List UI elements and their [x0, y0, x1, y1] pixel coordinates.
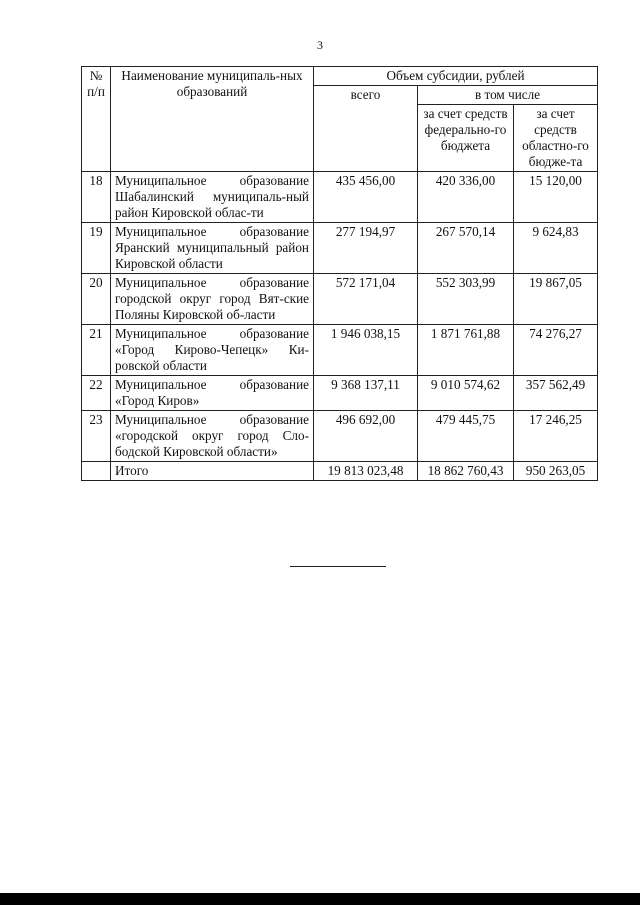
table-row — [82, 223, 598, 274]
row-total: 496 692,00 — [314, 411, 418, 462]
row-regional: 19 867,05 — [514, 274, 598, 325]
row-num: 23 — [82, 411, 111, 462]
row-num: 20 — [82, 274, 111, 325]
row-regional: 9 624,83 — [514, 223, 598, 274]
row-num: 19 — [82, 223, 111, 274]
page-number: 3 — [317, 38, 323, 52]
total-num — [82, 462, 111, 481]
total-label: Итого — [111, 462, 314, 481]
header-num: № п/п — [82, 67, 111, 172]
row-federal: 552 303,99 — [418, 274, 514, 325]
total-row — [82, 462, 598, 481]
table-row — [82, 376, 598, 411]
header-regional: за счет средств областно-го бюдже-та — [514, 105, 598, 172]
row-num: 22 — [82, 376, 111, 411]
row-federal: 267 570,14 — [418, 223, 514, 274]
row-num: 18 — [82, 172, 111, 223]
row-total: 277 194,97 — [314, 223, 418, 274]
header-total: всего — [314, 86, 418, 172]
row-total: 572 171,04 — [314, 274, 418, 325]
subsidy-table — [81, 66, 598, 481]
table-row — [82, 172, 598, 223]
row-name: Муниципальное образование Яранский муниципальный район Кировской области — [111, 223, 314, 274]
header-including: в том числе — [418, 86, 598, 105]
total-sum: 19 813 023,48 — [314, 462, 418, 481]
row-regional: 17 246,25 — [514, 411, 598, 462]
total-federal: 18 862 760,43 — [418, 462, 514, 481]
table-row — [82, 325, 598, 376]
row-federal: 9 010 574,62 — [418, 376, 514, 411]
row-regional: 15 120,00 — [514, 172, 598, 223]
scan-edge-bar — [0, 893, 640, 905]
header-federal: за счет средств федерально-го бюджета — [418, 105, 514, 172]
table-row — [82, 411, 598, 462]
total-regional: 950 263,05 — [514, 462, 598, 481]
table-row — [82, 274, 598, 325]
closing-line — [290, 566, 386, 567]
row-name: Муниципальное образование «Город Кирово-Чепецк» Ки-ровской области — [111, 325, 314, 376]
row-name: Муниципальное образование городской округ город Вят-ские Поляны Кировской об-ласти — [111, 274, 314, 325]
row-total: 435 456,00 — [314, 172, 418, 223]
header-row — [82, 67, 598, 86]
row-federal: 1 871 761,88 — [418, 325, 514, 376]
header-name: Наименование муниципаль-ных образований — [111, 67, 314, 172]
row-total: 1 946 038,15 — [314, 325, 418, 376]
row-name: Муниципальное образование Шабалинский муниципаль-ный район Кировской облас-ти — [111, 172, 314, 223]
row-federal: 479 445,75 — [418, 411, 514, 462]
row-federal: 420 336,00 — [418, 172, 514, 223]
row-total: 9 368 137,11 — [314, 376, 418, 411]
row-name: Муниципальное образование «городской округ город Сло-бодской Кировской области» — [111, 411, 314, 462]
header-volume: Объем субсидии, рублей — [314, 67, 598, 86]
row-num: 21 — [82, 325, 111, 376]
row-regional: 357 562,49 — [514, 376, 598, 411]
row-name: Муниципальное образование «Город Киров» — [111, 376, 314, 411]
row-regional: 74 276,27 — [514, 325, 598, 376]
